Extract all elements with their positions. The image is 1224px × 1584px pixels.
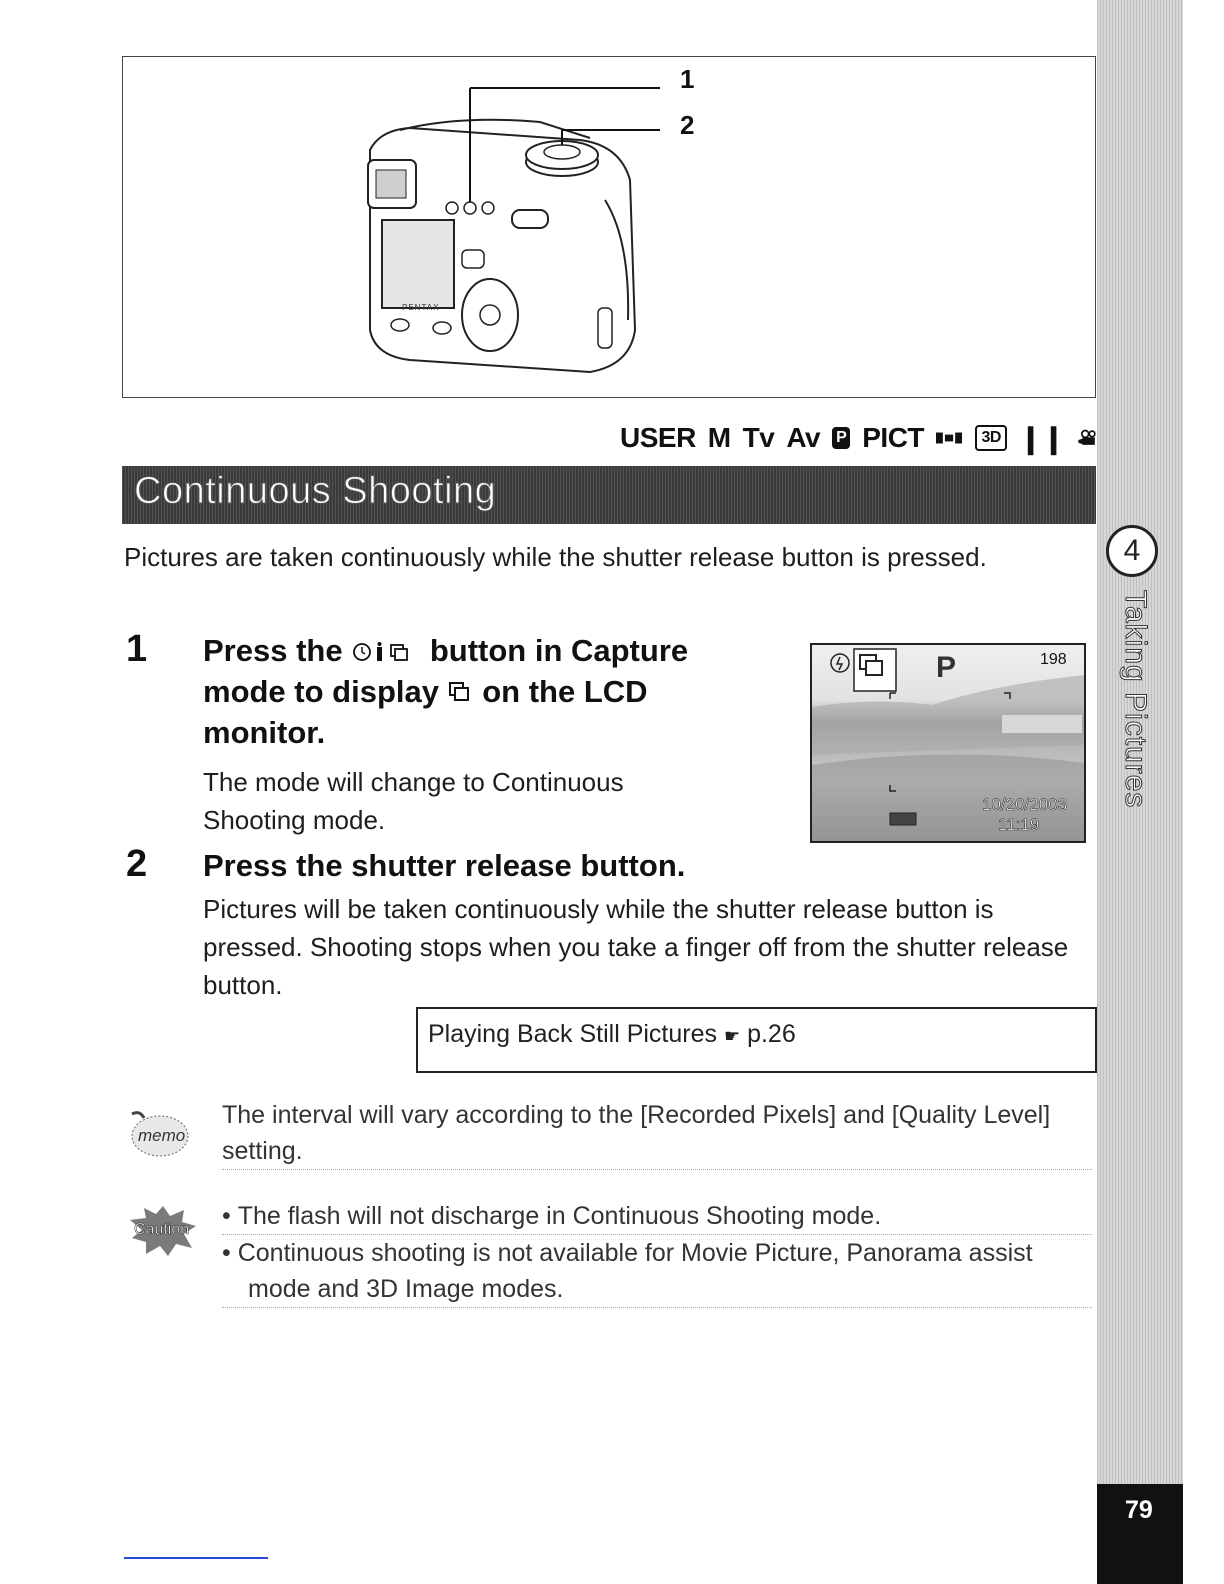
step-1-heading-part1: Press the xyxy=(203,633,343,668)
pointing-hand-icon: ☛ xyxy=(723,1026,741,1046)
panorama-mode-icon xyxy=(936,427,963,449)
intro-paragraph: Pictures are taken continuously while the shutter release button is pressed. xyxy=(124,542,987,572)
step-1-number: 1 xyxy=(126,628,148,670)
mode-vibrant-icon: ❙❙ xyxy=(1018,422,1065,454)
caution-bullet-1 xyxy=(222,1198,1092,1235)
available-modes-row xyxy=(620,420,1096,456)
callout-2: 2 xyxy=(680,110,695,140)
mode-user: USER xyxy=(620,422,696,453)
caution-list xyxy=(222,1198,1092,1308)
memo-label: memo xyxy=(138,1126,186,1145)
section-title: Continuous Shooting xyxy=(134,470,497,512)
bullet-dot: • xyxy=(222,1202,238,1230)
chapter-number-badge: 4 xyxy=(1106,525,1158,577)
caution-bullet-2 xyxy=(222,1235,1092,1308)
mode-pict: PICT xyxy=(862,422,925,453)
callout-1: 1 xyxy=(680,64,695,94)
lcd-date: 10/20/2003 xyxy=(982,795,1068,814)
mode-program-icon: P xyxy=(832,427,850,449)
bottom-rule xyxy=(124,1557,268,1559)
caution-bullet-2-text: Continuous shooting is not available for Movie Picture, Panorama assist mode and 3D Image modes. xyxy=(237,1239,1033,1303)
camera-illustration xyxy=(340,60,660,390)
memo-icon xyxy=(128,1108,190,1160)
step-1-body: The mode will change to Continuous Shooting mode. xyxy=(203,767,624,835)
self-timer-continuous-button-icon xyxy=(351,638,421,664)
caution-bullet-1-text: The flash will not discharge in Continuous Shooting mode. xyxy=(237,1202,882,1230)
reference-line xyxy=(428,1020,796,1049)
lcd-shots-remaining: 198 xyxy=(1040,651,1067,668)
step-2-number: 2 xyxy=(126,843,148,885)
reference-page: p.26 xyxy=(747,1020,796,1048)
memo-text: The interval will vary according to the [Recorded Pixels] and [Quality Level] setting. xyxy=(222,1097,1092,1170)
movie-mode-icon xyxy=(1077,425,1096,451)
chapter-title-vertical: Taking Pictures xyxy=(1119,590,1152,809)
mode-tv: Tv xyxy=(742,422,775,453)
continuous-shooting-icon xyxy=(448,680,474,704)
caution-label: Caution xyxy=(134,1221,190,1238)
lcd-mode-indicator: P xyxy=(936,651,957,684)
mode-av: Av xyxy=(786,422,821,453)
mode-manual: M xyxy=(707,422,731,453)
step-1-heading-part3: on the LCD monitor. xyxy=(203,674,648,750)
bullet-dot: • xyxy=(222,1239,238,1267)
mode-3d-icon: 3D xyxy=(975,425,1006,451)
camera-brand-label: PENTAX xyxy=(402,303,440,312)
page-number: 79 xyxy=(1125,1496,1153,1524)
lcd-monitor-preview xyxy=(810,643,1086,843)
caution-icon xyxy=(128,1204,198,1258)
step-1-heading xyxy=(203,630,763,753)
lcd-time: 11:19 xyxy=(998,815,1040,834)
step-2-heading: Press the shutter release button. xyxy=(203,848,686,883)
step-2-body: Pictures will be taken continuously while the shutter release button is pressed. Shooting stops when you take a finger off from the shutter release button. xyxy=(203,894,1069,1000)
reference-text: Playing Back Still Pictures xyxy=(428,1020,718,1048)
step-1-heading-part2: button in Capture mode to display xyxy=(203,633,689,709)
